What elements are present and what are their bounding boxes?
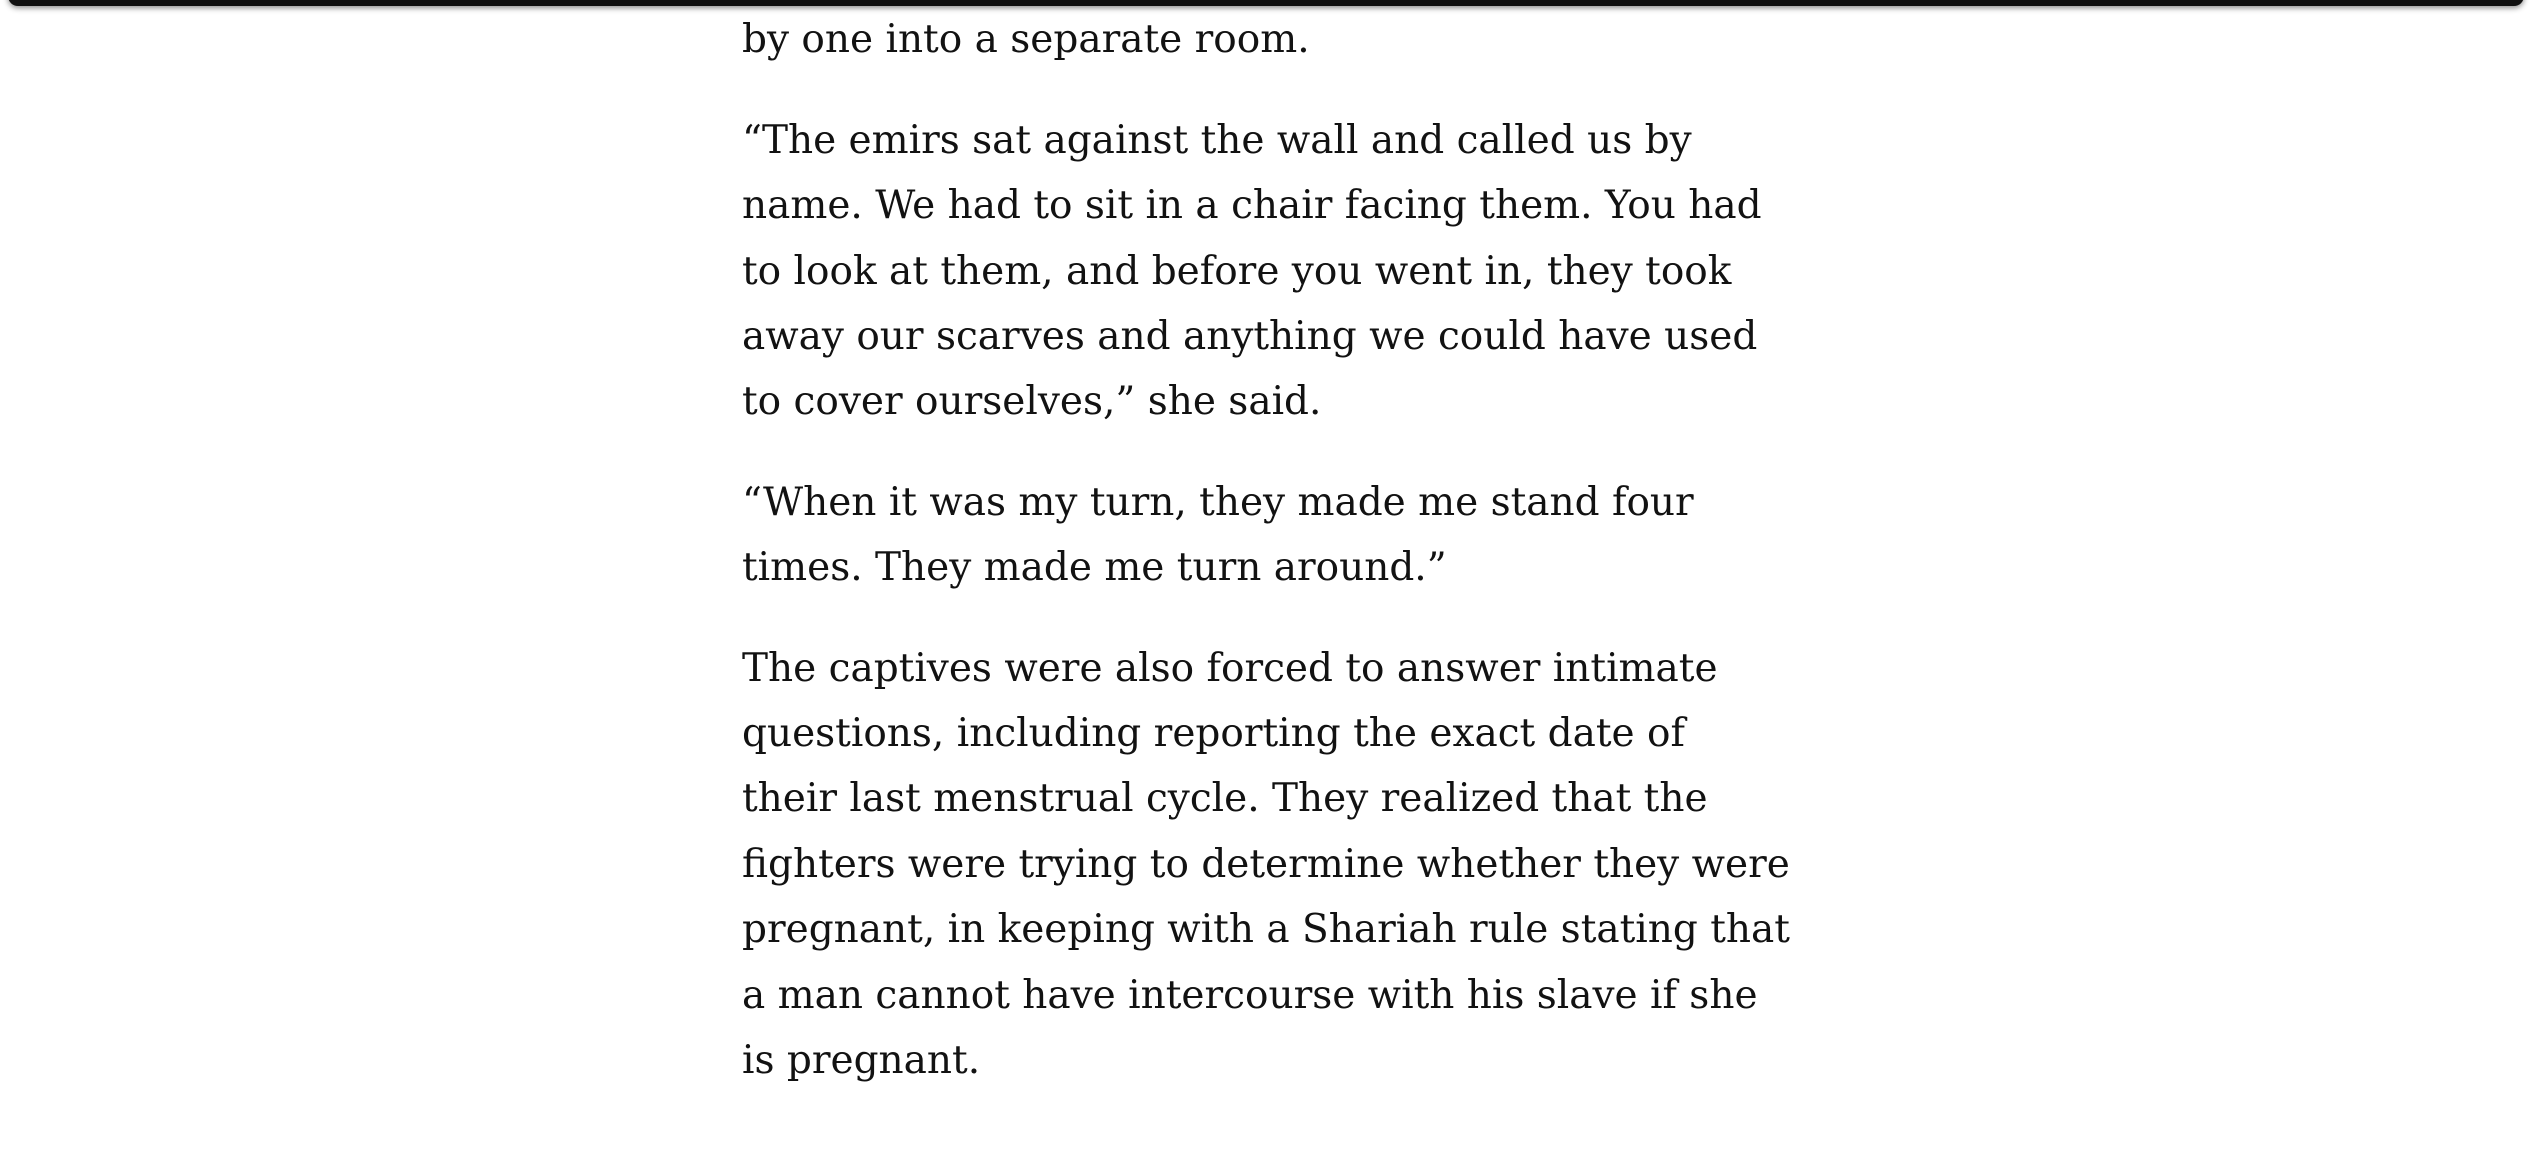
paragraph-my-turn-quote: “When it was my turn, they made me stand four times. They made me turn around.” (742, 479, 1694, 591)
top-overlay-bar (8, 0, 2524, 6)
paragraph-emirs-quote: “The emirs sat against the wall and called us by name. We had to sit in a chair facing them. You had to look at them, and before you went in, they took away our scarves and anything we could have used to cover ourselves,” she said. (742, 117, 1762, 425)
paragraph-intimate-questions: The captives were also forced to answer intimate questions, including reporting the exact date of their last menstrual cycle. They realized that the fighters were trying to determine whether they were pregnant, in keeping with a Shariah rule stating that a man cannot have intercourse with his slave if she is pregnant. (742, 645, 1790, 1084)
article-body (742, 0, 1790, 1129)
paragraph-buyers-arrived: by one into a separate room. (742, 17, 1310, 63)
